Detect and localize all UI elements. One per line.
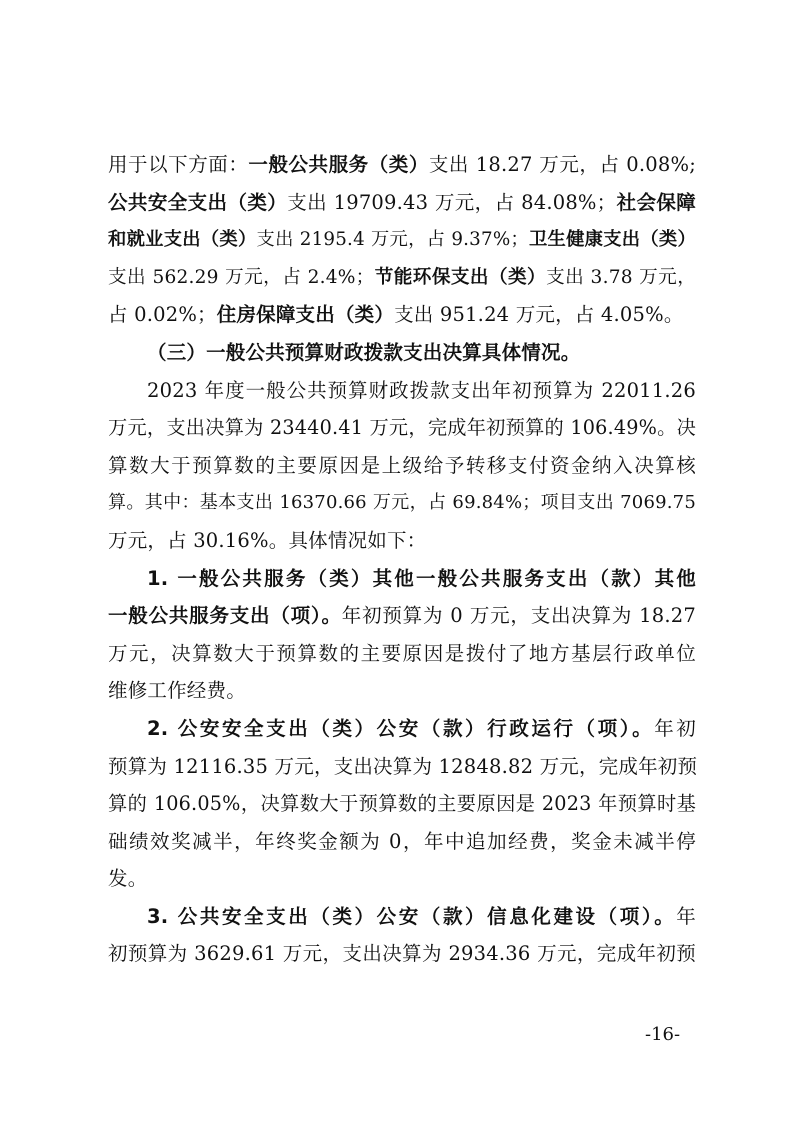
text-run: 算。其中：基本支出 16370.66 万元，占 69.84%；项目支出 7069.75 xyxy=(108,492,696,514)
bold-text-run: 公共安全支出（类） xyxy=(108,190,288,214)
text-line xyxy=(108,221,696,259)
text-line xyxy=(108,259,696,297)
bold-text-run: 3. 公共安全支出（类）公安（款）信息化建设（项）。 xyxy=(147,904,677,928)
text-line xyxy=(108,372,696,410)
text-line xyxy=(108,296,696,334)
text-run: 万元，支出决算为 23440.41 万元，完成年初预算的 106.49%。决 xyxy=(108,416,696,440)
page-number: -16- xyxy=(645,1024,681,1045)
text-line xyxy=(108,860,696,898)
text-line xyxy=(108,823,696,861)
bold-text-run: 1. 一般公共服务（类）其他一般公共服务支出（款）其他 xyxy=(147,566,696,590)
bold-text-run: 住房保障支出（类） xyxy=(216,303,395,327)
text-line xyxy=(108,635,696,673)
text-line xyxy=(108,785,696,823)
paragraph xyxy=(108,146,696,334)
text-run: 算数大于预算数的主要原因是上级给予转移支付资金纳入决算核 xyxy=(108,453,696,477)
text-line xyxy=(108,748,696,786)
bold-text-run: 和就业支出（类） xyxy=(108,229,257,251)
section-heading xyxy=(108,334,696,372)
text-line xyxy=(108,935,696,973)
text-line xyxy=(108,898,696,936)
list-item xyxy=(108,710,696,898)
text-run: 支出 3.78 万元， xyxy=(546,266,697,288)
bold-text-run: 社会保障 xyxy=(616,190,696,214)
text-run: 发。 xyxy=(108,867,148,891)
text-line xyxy=(108,334,696,372)
bold-text-run: 2. 公安安全支出（类）公安（款）行政运行（项）。 xyxy=(147,716,655,740)
text-run: 支出 951.24 万元，占 4.05%。 xyxy=(394,303,684,327)
text-run: 万元，占 30.16%。具体情况如下： xyxy=(108,528,427,552)
text-run: 支出 562.29 万元，占 2.4%； xyxy=(108,266,375,288)
text-run: 年初 xyxy=(654,716,697,740)
bold-text-run: （三）一般公共预算财政拨款支出决算具体情况。 xyxy=(147,340,581,364)
text-line xyxy=(108,672,696,710)
text-run: 2023 年度一般公共预算财政拨款支出年初预算为 22011.26 xyxy=(147,378,696,402)
bold-text-run: 一般公共服务支出（项）。 xyxy=(108,604,342,628)
text-run: 支出 18.27 万元，占 0.08%; xyxy=(428,153,696,176)
text-run: 础绩效奖减半，年终奖金额为 0，年中追加经费，奖金未减半停 xyxy=(108,829,696,853)
text-line xyxy=(108,184,696,222)
text-run: 支出 2195.4 万元，占 9.37%； xyxy=(256,229,529,251)
text-run: 占 0.02%； xyxy=(108,303,217,327)
text-line xyxy=(108,484,696,522)
text-line xyxy=(108,597,696,635)
text-line xyxy=(108,409,696,447)
text-run: 初预算为 3629.61 万元，支出决算为 2934.36 万元，完成年初预 xyxy=(108,942,696,966)
text-line xyxy=(108,447,696,485)
bold-text-run: 节能环保支出（类） xyxy=(374,266,547,288)
text-line xyxy=(108,710,696,748)
text-line xyxy=(108,560,696,598)
text-run: 维修工作经费。 xyxy=(108,679,246,703)
text-run: 算的 106.05%，决算数大于预算数的主要原因是 2023 年预算时基 xyxy=(108,792,696,816)
list-item xyxy=(108,898,696,973)
text-run: 年初预算为 0 万元，支出决算为 18.27 xyxy=(341,604,696,628)
bold-text-run: 一般公共服务（类） xyxy=(248,153,429,176)
bold-text-run: 卫生健康支出（类） xyxy=(528,229,696,251)
text-run: 年 xyxy=(676,904,696,928)
text-run: 支出 19709.43 万元，占 84.08%； xyxy=(287,190,617,214)
text-line xyxy=(108,522,696,560)
text-line xyxy=(108,146,696,184)
list-item xyxy=(108,560,696,710)
text-run: 预算为 12116.35 万元，支出决算为 12848.82 万元，完成年初预 xyxy=(108,754,698,778)
document-body xyxy=(108,146,696,973)
paragraph xyxy=(108,372,696,560)
text-run: 万元，决算数大于预算数的主要原因是拨付了地方基层行政单位 xyxy=(108,641,696,665)
text-run: 用于以下方面： xyxy=(108,153,249,176)
